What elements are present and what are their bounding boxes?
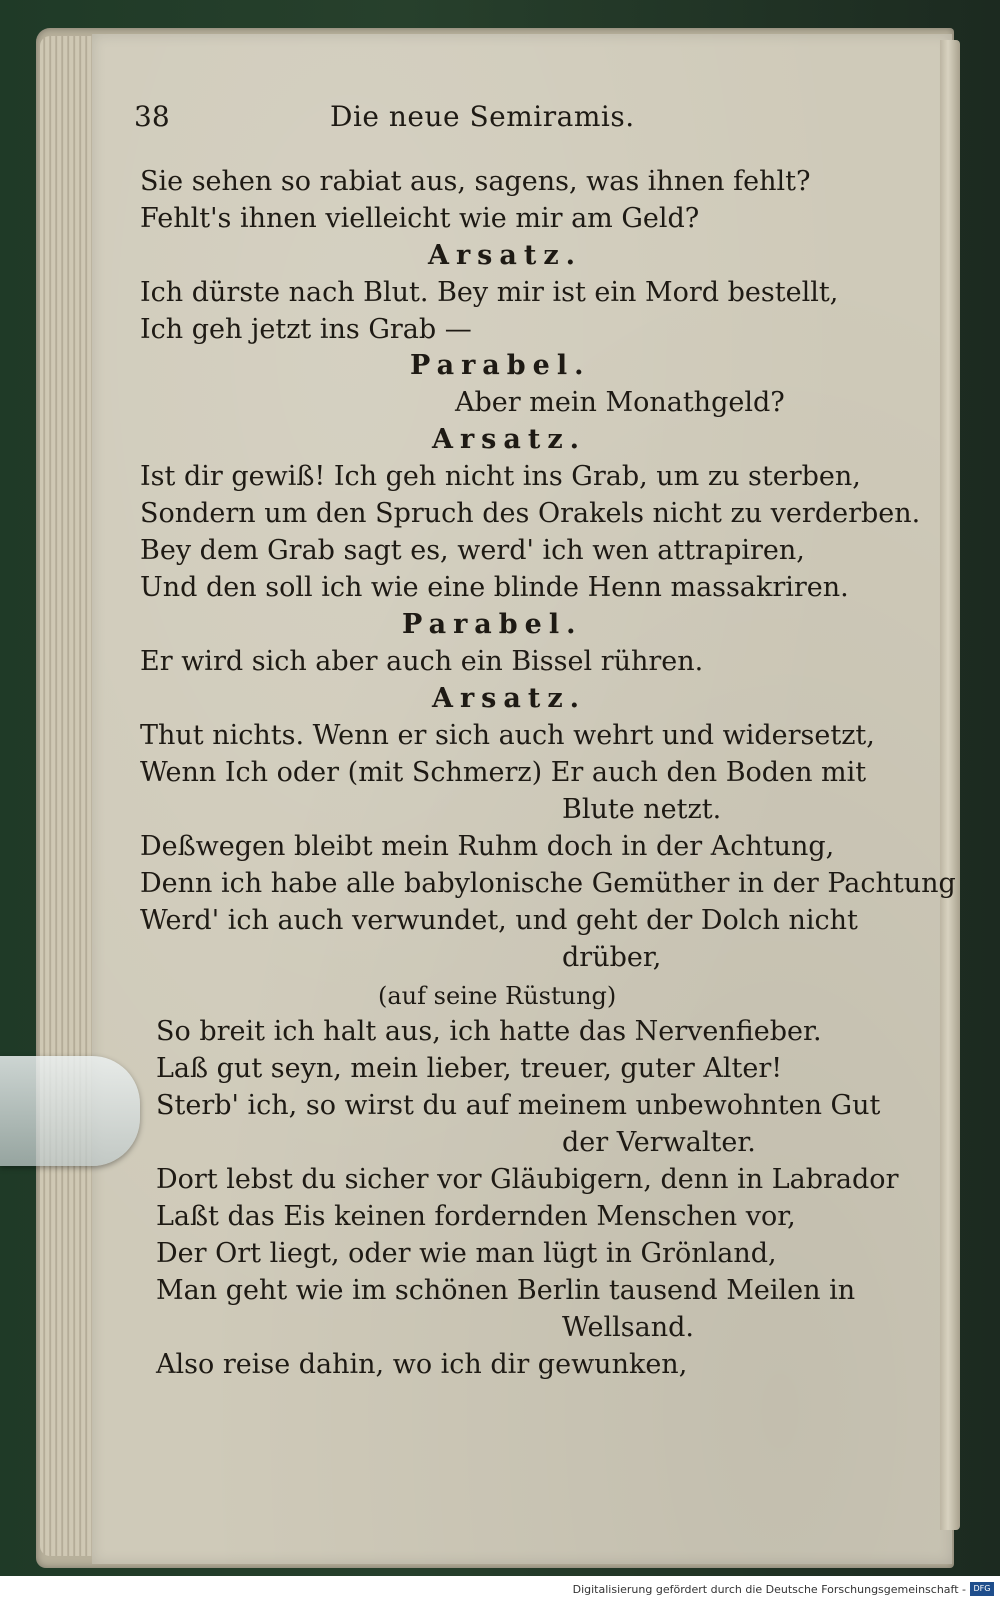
text-line: Ich geh jetzt ins Grab — <box>140 314 472 345</box>
text-line: Aber mein Monathgeld? <box>455 387 785 418</box>
footer-credit: Digitalisierung gefördert durch die Deutsche Forschungsgemeinschaft - <box>572 1583 966 1596</box>
text-line: Fehlt's ihnen vielleicht wie mir am Geld? <box>140 203 700 234</box>
text-line: Ist dir gewiß! Ich geh nicht ins Grab, um zu sterben, <box>140 461 861 492</box>
speaker-name: Arsatz. <box>432 424 587 455</box>
text-line: Werd' ich auch verwundet, und geht der Dolch nicht <box>140 905 858 936</box>
dfg-logo: DFG <box>970 1582 994 1596</box>
text-line: Sterb' ich, so wirst du auf meinem unbewohnten Gut <box>156 1090 881 1121</box>
running-head: Die neue Semiramis. <box>330 100 635 133</box>
text-line: Man geht wie im schönen Berlin tausend Meilen in <box>156 1275 856 1306</box>
text-line: Wenn Ich oder (mit Schmerz) Er auch den Boden mit <box>140 757 867 788</box>
text-line: Sondern um den Spruch des Orakels nicht zu verderben. <box>140 498 921 529</box>
text-line: Er wird sich aber auch ein Bissel rühren. <box>140 646 704 677</box>
page-clip <box>0 1056 140 1166</box>
page-right-edge <box>940 40 960 1530</box>
speaker-name: Parabel. <box>402 609 583 640</box>
text-line-continuation: der Verwalter. <box>562 1127 756 1158</box>
text-line-continuation: Blute netzt. <box>562 794 722 825</box>
text-line: Laßt das Eis keinen fordernden Menschen vor, <box>156 1201 796 1232</box>
text-line: Dort lebst du sicher vor Gläubigern, denn in Labrador <box>156 1164 899 1195</box>
page-number: 38 <box>134 100 170 133</box>
text-line: Ich dürste nach Blut. Bey mir ist ein Mord bestellt, <box>140 277 839 308</box>
footer-bar <box>0 1576 1000 1602</box>
text-line: Thut nichts. Wenn er sich auch wehrt und widersetzt, <box>140 720 875 751</box>
text-line: Also reise dahin, wo ich dir gewunken, <box>156 1349 688 1380</box>
page-stack-edges <box>40 36 100 1556</box>
speaker-name: Arsatz. <box>428 240 583 271</box>
stage-direction: (auf seine Rüstung) <box>378 982 617 1010</box>
text-line: Denn ich habe alle babylonische Gemüther in der Pachtung <box>140 868 956 899</box>
speaker-name: Arsatz. <box>432 683 587 714</box>
text-line-continuation: drüber, <box>562 942 662 973</box>
text-line: Bey dem Grab sagt es, werd' ich wen attrapiren, <box>140 535 805 566</box>
text-line: Und den soll ich wie eine blinde Henn massakriren. <box>140 572 849 603</box>
text-line: Deßwegen bleibt mein Ruhm doch in der Achtung, <box>140 831 835 862</box>
text-line-continuation: Wellsand. <box>562 1312 695 1343</box>
text-line: Laß gut seyn, mein lieber, treuer, guter Alter! <box>156 1053 783 1084</box>
text-line: Sie sehen so rabiat aus, sagens, was ihnen fehlt? <box>140 166 811 197</box>
page-header <box>134 100 764 140</box>
speaker-name: Parabel. <box>410 350 591 381</box>
text-line: So breit ich halt aus, ich hatte das Nervenfieber. <box>156 1016 822 1047</box>
text-line: Der Ort liegt, oder wie man lügt in Grönland, <box>156 1238 777 1269</box>
